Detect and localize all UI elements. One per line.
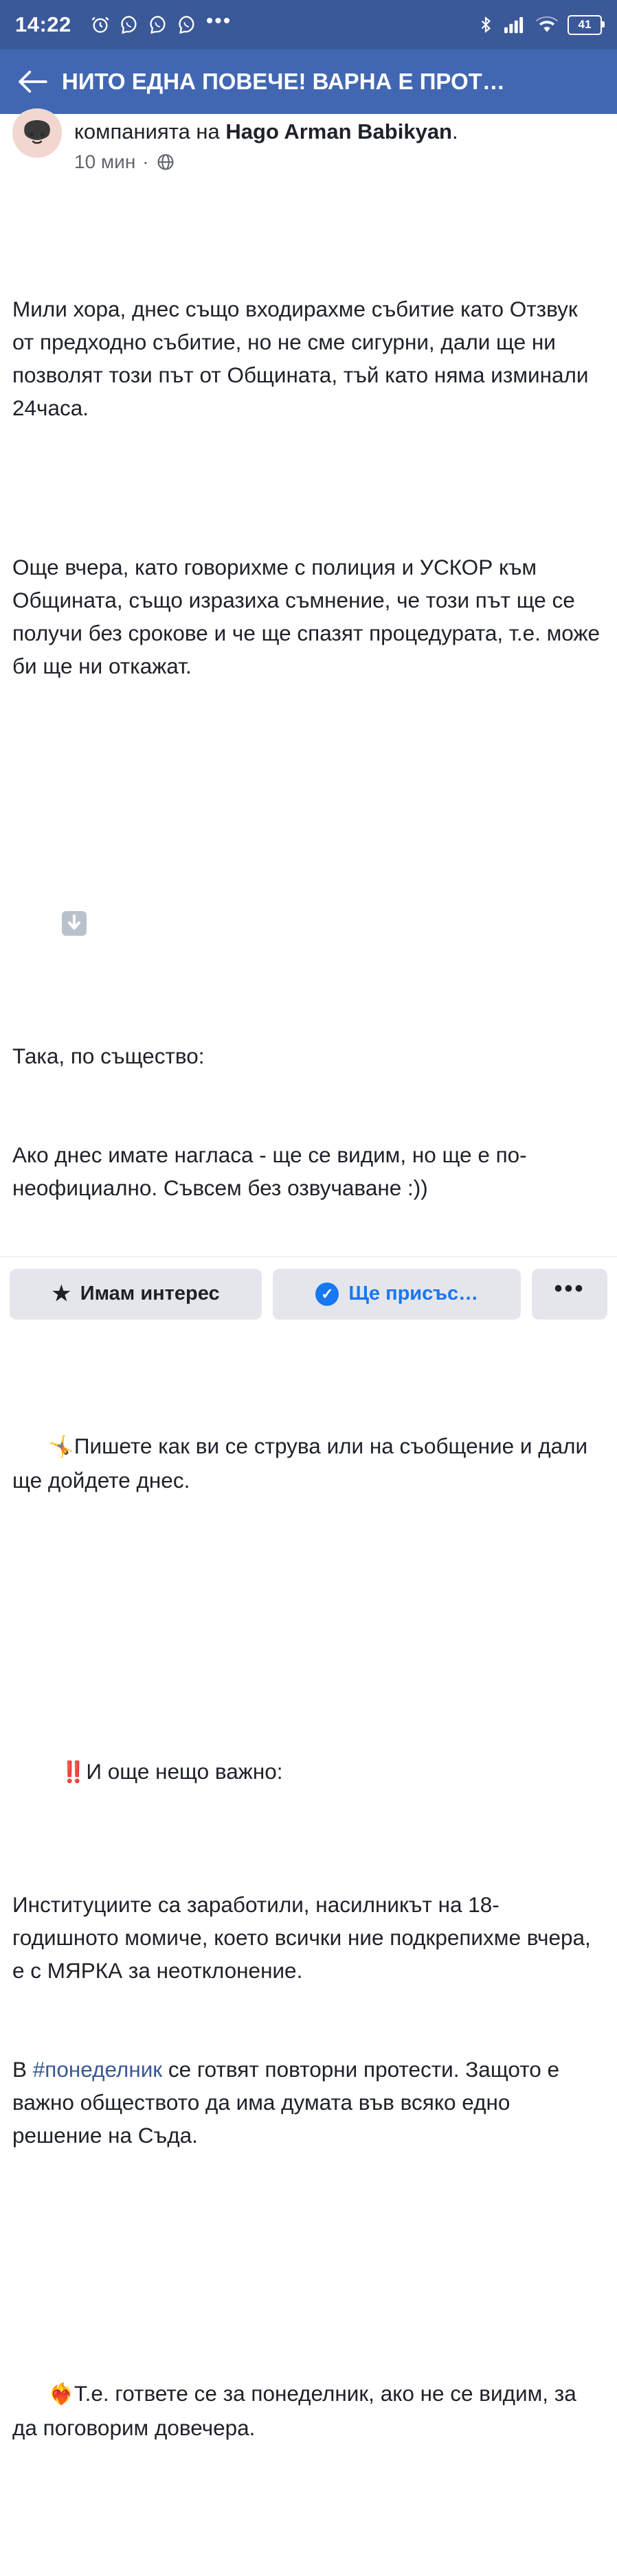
post-write-block	[12, 1396, 605, 1530]
post-headline	[74, 118, 605, 146]
going-button-label: Ще присъс…	[348, 1283, 479, 1304]
important-line-1: Институциите са заработили, насилникът на 18-годишното момиче, което всички ние подкрепихме вчера, е с МЯРКА за неотклонение.	[12, 1892, 597, 1983]
double-exclamation-icon: ‼️	[60, 1761, 87, 1784]
battery-icon	[568, 15, 602, 35]
signal-icon	[504, 15, 526, 34]
bluetooth-icon	[477, 14, 495, 35]
back-arrow-icon[interactable]	[14, 62, 52, 101]
battery-level: 41	[578, 18, 592, 31]
post-meta	[74, 151, 605, 173]
person-cartwheeling-icon: 🤸	[48, 1436, 74, 1458]
more-dots-icon: •••	[205, 10, 232, 32]
arrow-block-line-1: Така, по същество:	[12, 1044, 205, 1068]
app-bar	[0, 49, 617, 114]
arrow-down-icon	[12, 875, 605, 974]
interested-button[interactable]	[10, 1269, 262, 1320]
headline-suffix: .	[452, 119, 458, 143]
post-final-block	[12, 2344, 605, 2477]
post-header-text	[74, 118, 605, 173]
important-title-line	[12, 1722, 605, 1822]
meta-separator: ·	[142, 151, 149, 172]
status-bar	[0, 0, 617, 49]
more-options-button[interactable]	[532, 1269, 607, 1320]
important-line-2-suffix: се готвят повторни протести. Защото е важно обществото да има думата във всяко едно решение на Съда.	[12, 2057, 565, 2148]
important-line-2	[12, 2053, 605, 2152]
hashtag-link[interactable]: #понеделник	[32, 2057, 163, 2082]
write-block-text: Пишете как ви се струва или на съобщение и дали ще дойдете днес.	[12, 1434, 594, 1493]
status-bar-right	[477, 14, 602, 35]
arrow-block-line-2: Ако днес имате нагласа - ще се видим, но ще е по-неофициално. Съвсем без озвучаване :))	[12, 1142, 527, 1200]
final-block-text: Т.е. гответе се за понеделник, ако не се видим, за да поговорим довечера.	[12, 2381, 583, 2440]
important-line-2-prefix: В	[12, 2057, 33, 2082]
star-icon: ★	[52, 1283, 71, 1305]
check-circle-icon: ✓	[315, 1283, 339, 1306]
avatar[interactable]	[12, 108, 62, 151]
alarm-icon	[91, 15, 110, 34]
status-bar-left	[15, 12, 477, 37]
post-body	[12, 194, 605, 2576]
event-action-bar	[0, 1256, 617, 1331]
post-important-block	[12, 1656, 605, 2218]
heart-on-fire-icon: ❤️‍🔥	[48, 2383, 74, 2406]
important-title: И още нещо важно:	[86, 1759, 283, 1784]
post-header	[12, 114, 605, 173]
post-timestamp: 10 мин	[74, 151, 136, 172]
viber-icon	[177, 15, 197, 34]
post-paragraph-2: Още вчера, като говорихме с полиция и УСКОР към Общината, също изразиха съмнение, че този път ще се получи без срокове и че ще спазят процедурата, т.е. може би ще ни откажат.	[12, 555, 606, 678]
viber-icon	[148, 15, 168, 34]
interested-button-label: Имам интерес	[80, 1283, 220, 1304]
page-title: НИТО ЕДНА ПОВЕЧЕ! ВАРНА Е ПРОТ…	[62, 69, 505, 94]
wifi-icon	[536, 15, 558, 34]
headline-prefix: компанията на	[74, 119, 226, 143]
globe-icon	[156, 152, 175, 172]
status-time: 14:22	[15, 12, 71, 36]
going-button[interactable]	[273, 1269, 521, 1320]
viber-icon	[120, 15, 139, 34]
post-arrow-block	[12, 809, 605, 1270]
post-paragraph-1: Мили хора, днес също входирахме събитие като Отзвук от предходно събитие, но не сме сигурни, дали ще ни позволят този път от Общината, тъй като няма изминали 24часа.	[12, 297, 595, 420]
more-options-icon: •••	[554, 1276, 585, 1302]
headline-author-name[interactable]: Hago Arman Babikyan	[225, 119, 452, 143]
